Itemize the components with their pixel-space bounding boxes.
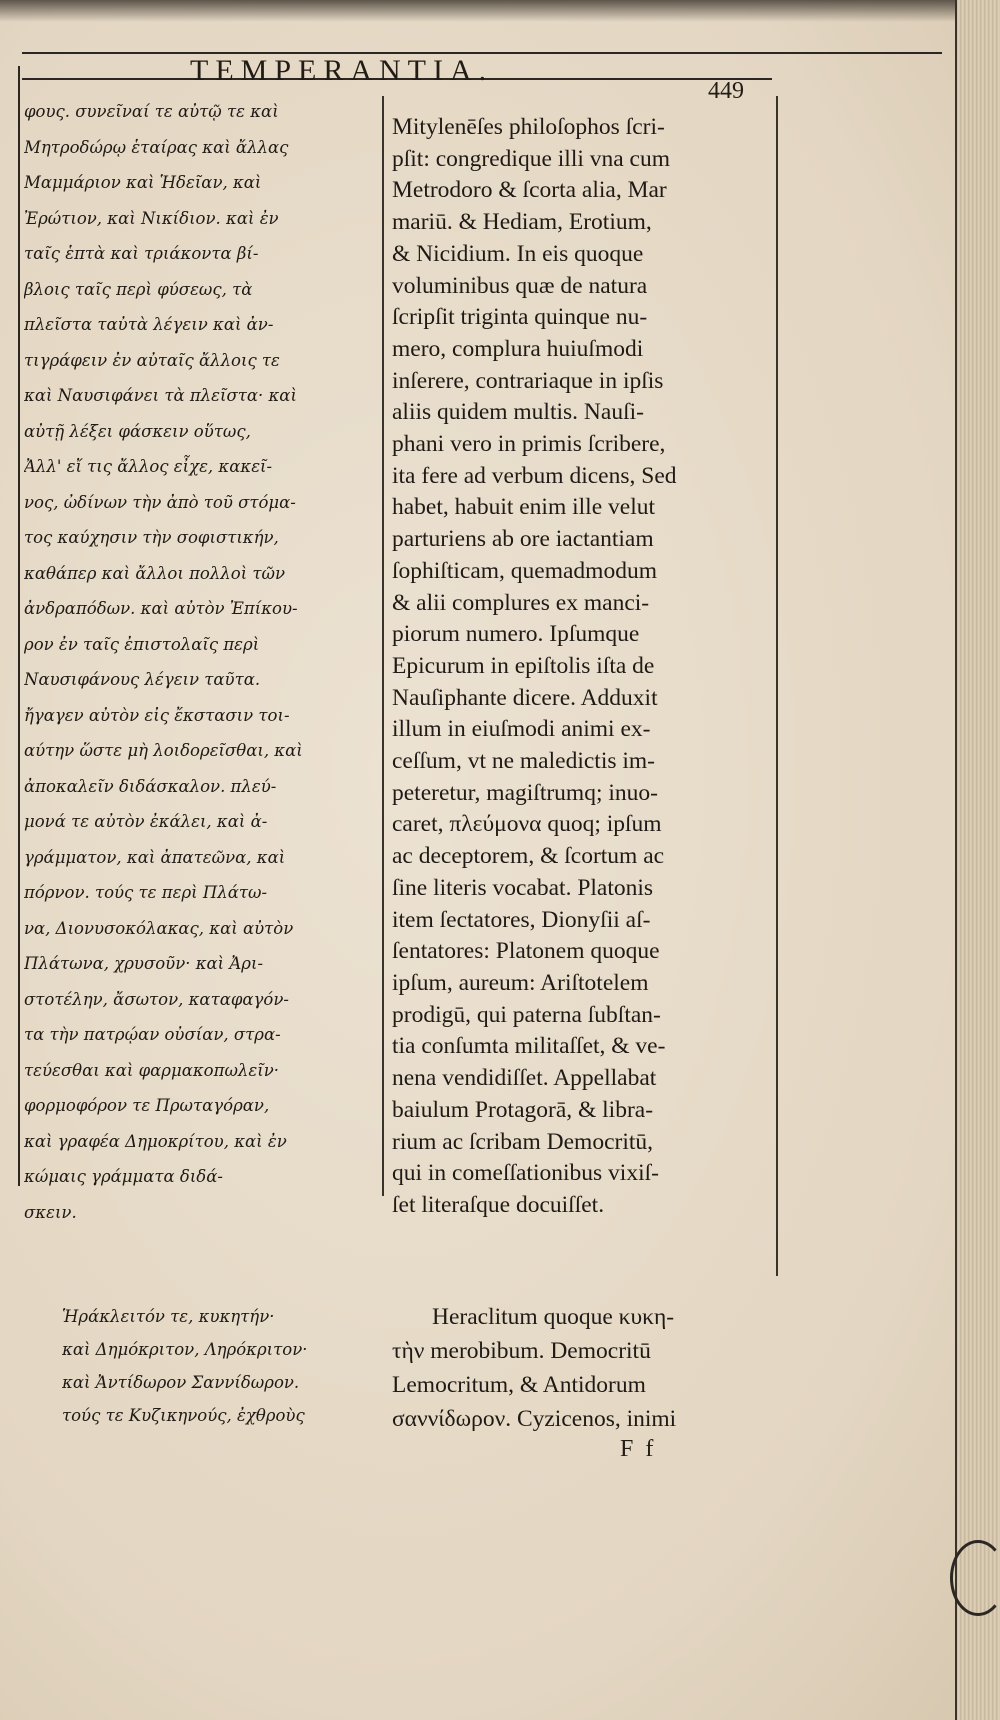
- text-line: αὐτῇ λέξει φάσκειν οὕτως,: [24, 421, 251, 441]
- text-line: rium ac ſcribam Democritū,: [392, 1128, 654, 1155]
- page-edge-stack: [955, 0, 1000, 1720]
- text-line: Μητροδώρῳ ἑταίρας καὶ ἄλλας: [24, 137, 289, 157]
- text-line: ταῖς ἑπτὰ καὶ τριάκοντα βί-: [24, 244, 259, 263]
- text-line: parturiens ab ore iactantiam: [392, 526, 654, 553]
- text-line: νος, ὠδίνων τὴν ἀπὸ τοῦ στόμα-: [24, 492, 296, 512]
- text-line: mero, complura huiuſmodi: [392, 335, 644, 362]
- text-line: αύτην ὥστε μὴ λοιδορεῖσθαι, καὶ: [24, 741, 303, 760]
- text-line: prodigū, qui paterna ſubſtan-: [392, 1001, 661, 1028]
- text-line: tia conſumta militaſſet, & ve-: [392, 1033, 666, 1060]
- column-divider: [382, 96, 384, 1196]
- text-line: Ναυσιφάνους λέγειν ταῦτα.: [24, 670, 261, 689]
- text-line: ſet literaſque docuiſſet.: [392, 1191, 605, 1218]
- text-line: ἤγαγεν αὐτὸν εἰς ἔκστασιν τοι-: [24, 705, 290, 725]
- text-line: σαννίδωρον. Cyzicenos, inimi: [392, 1406, 677, 1432]
- text-line: Μαμμάριον καὶ Ἡδεῖαν, καὶ: [24, 173, 262, 192]
- text-line: Lemocritum, & Antidorum: [392, 1372, 646, 1398]
- text-line: aliis quidem multis. Nauſi-: [392, 399, 644, 426]
- running-title: TEMPERANTIA.: [190, 54, 494, 87]
- text-line: peteretur, magiſtrumq; inuo-: [392, 779, 658, 806]
- text-line: καὶ γραφέα Δημοκρίτου, καὶ ἐν: [24, 1131, 287, 1151]
- text-line: phani vero in primis ſcribere,: [392, 431, 666, 458]
- text-line: Metrodoro & ſcorta alia, Mar: [392, 177, 667, 204]
- text-line: voluminibus quæ de natura: [392, 272, 648, 299]
- text-line: Nauſiphante dicere. Adduxit: [392, 684, 658, 711]
- text-line: piorum numero. Ipſumque: [392, 621, 640, 648]
- text-line: & alii complures ex manci-: [392, 589, 650, 616]
- text-line: Heraclitum quoque κυκη-: [432, 1304, 675, 1330]
- left-margin-rule: [18, 66, 20, 1186]
- text-line: τιγράφειν ἐν αὐταῖς ἄλλοις τε: [24, 350, 280, 370]
- text-line: Ἐρώτιον, καὶ Νικίδιον. καὶ ἐν: [24, 208, 279, 228]
- text-line: τα τὴν πατρῴαν οὐσίαν, στρα-: [24, 1025, 281, 1044]
- text-line: nena vendidiſſet. Appellabat: [392, 1065, 657, 1092]
- text-line: στοτέλην, ἄσωτον, καταφαγόν-: [24, 989, 289, 1009]
- text-line: γράμματον, καὶ ἀπατεῶνα, καὶ: [24, 847, 286, 867]
- text-line: ſcripſit triginta quinque nu-: [392, 304, 648, 331]
- text-line: τούς τε Κυζικηνούς, ἐχθροὺς: [62, 1406, 305, 1425]
- text-line: habet, habuit enim ille velut: [392, 494, 655, 521]
- text-line: τεύεσθαι καὶ φαρμακοπωλεῖν·: [24, 1060, 279, 1080]
- text-line: ac deceptorem, & ſcortum ac: [392, 843, 665, 870]
- text-line: ἀποκαλεῖν διδάσκαλον. πλεύ-: [24, 776, 277, 796]
- text-line: Mitylenēſes philoſophos ſcri-: [392, 114, 665, 140]
- greek-block-2: [62, 1300, 382, 1432]
- text-line: ſophiſticam, quemadmodum: [392, 557, 657, 584]
- text-line: να, Διονυσοκόλακας, καὶ αὐτὸν: [24, 918, 294, 938]
- text-line: βλοις ταῖς περὶ φύσεως, τὰ: [24, 279, 253, 299]
- text-line: ρον ἐν ταῖς ἐπιστολαῖς περὶ: [24, 634, 260, 654]
- text-line: ceſſum, vt ne maledictis im-: [392, 748, 655, 775]
- text-line: καὶ Ἀντίδωρον Σαννίδωρον.: [62, 1373, 300, 1392]
- top-shadow: [0, 0, 1000, 22]
- binding-ring: [950, 1540, 1000, 1616]
- text-line: καὶ Ναυσιφάνει τὰ πλεῖστα· καὶ: [24, 386, 297, 405]
- signature-mark: F f: [620, 1436, 657, 1462]
- text-line: Ἀλλ' εἴ τις ἄλλος εἶχε, κακεῖ-: [24, 457, 273, 476]
- text-line: ἀνδραπόδων. καὶ αὐτὸν Ἐπίκου-: [24, 599, 298, 618]
- text-line: mariū. & Hediam, Erotium,: [392, 209, 652, 236]
- text-line: σκειν.: [24, 1202, 77, 1222]
- text-line: καθάπερ καὶ ἄλλοι πολλοὶ τῶν: [24, 563, 286, 583]
- text-line: Ἡράκλειτόν τε, κυκητήν·: [62, 1307, 275, 1326]
- text-line: φους. συνεῖναί τε αὐτῷ τε καὶ: [24, 102, 279, 121]
- greek-column: [24, 94, 376, 1230]
- page-number: 449: [708, 78, 744, 104]
- text-line: pſit: congredique illi vna cum: [392, 145, 671, 172]
- text-line: τος καύχησιν τὴν σοφιστικήν,: [24, 528, 279, 547]
- text-line: φορμοφόρον τε Πρωταγόραν,: [24, 1096, 270, 1115]
- latin-block-2: [392, 1300, 772, 1436]
- text-line: & Nicidium. In eis quoque: [392, 240, 644, 267]
- text-line: qui in comeſſationibus vixiſ-: [392, 1160, 659, 1187]
- text-line: caret, πλεύμονα quoq; ipſum: [392, 811, 662, 838]
- text-line: item ſectatores, Dionyſii aſ-: [392, 906, 651, 933]
- text-line: κώμαις γράμματα διδά-: [24, 1167, 223, 1186]
- text-line: baiulum Protagorā, & libra-: [392, 1096, 654, 1123]
- text-line: ita fere ad verbum dicens, Sed: [392, 462, 677, 489]
- latin-column: [392, 112, 772, 1222]
- text-line: Epicurum in epiſtolis iſta de: [392, 652, 655, 679]
- text-line: ſine literis vocabat. Platonis: [392, 874, 654, 901]
- right-margin-rule: [776, 96, 778, 1276]
- text-line: καὶ Δημόκριτον, Ληρόκριτον·: [62, 1340, 308, 1359]
- text-line: inſerere, contrariaque in ipſis: [392, 367, 664, 394]
- text-line: τὴν merobibum. Democritū: [392, 1338, 651, 1364]
- text-line: illum in eiuſmodi animi ex-: [392, 716, 651, 743]
- text-line: πόρνον. τούς τε περὶ Πλάτω-: [24, 883, 268, 902]
- text-line: ipſum, aureum: Ariſtotelem: [392, 969, 649, 996]
- text-line: πλεῖστα ταὐτὰ λέγειν καὶ ἀν-: [24, 315, 274, 334]
- text-line: μονά τε αὐτὸν ἐκάλει, καὶ ἀ-: [24, 812, 268, 831]
- text-line: Πλάτωνα, χρυσοῦν· καὶ Ἀρι-: [24, 954, 264, 973]
- text-line: ſentatores: Platonem quoque: [392, 938, 660, 965]
